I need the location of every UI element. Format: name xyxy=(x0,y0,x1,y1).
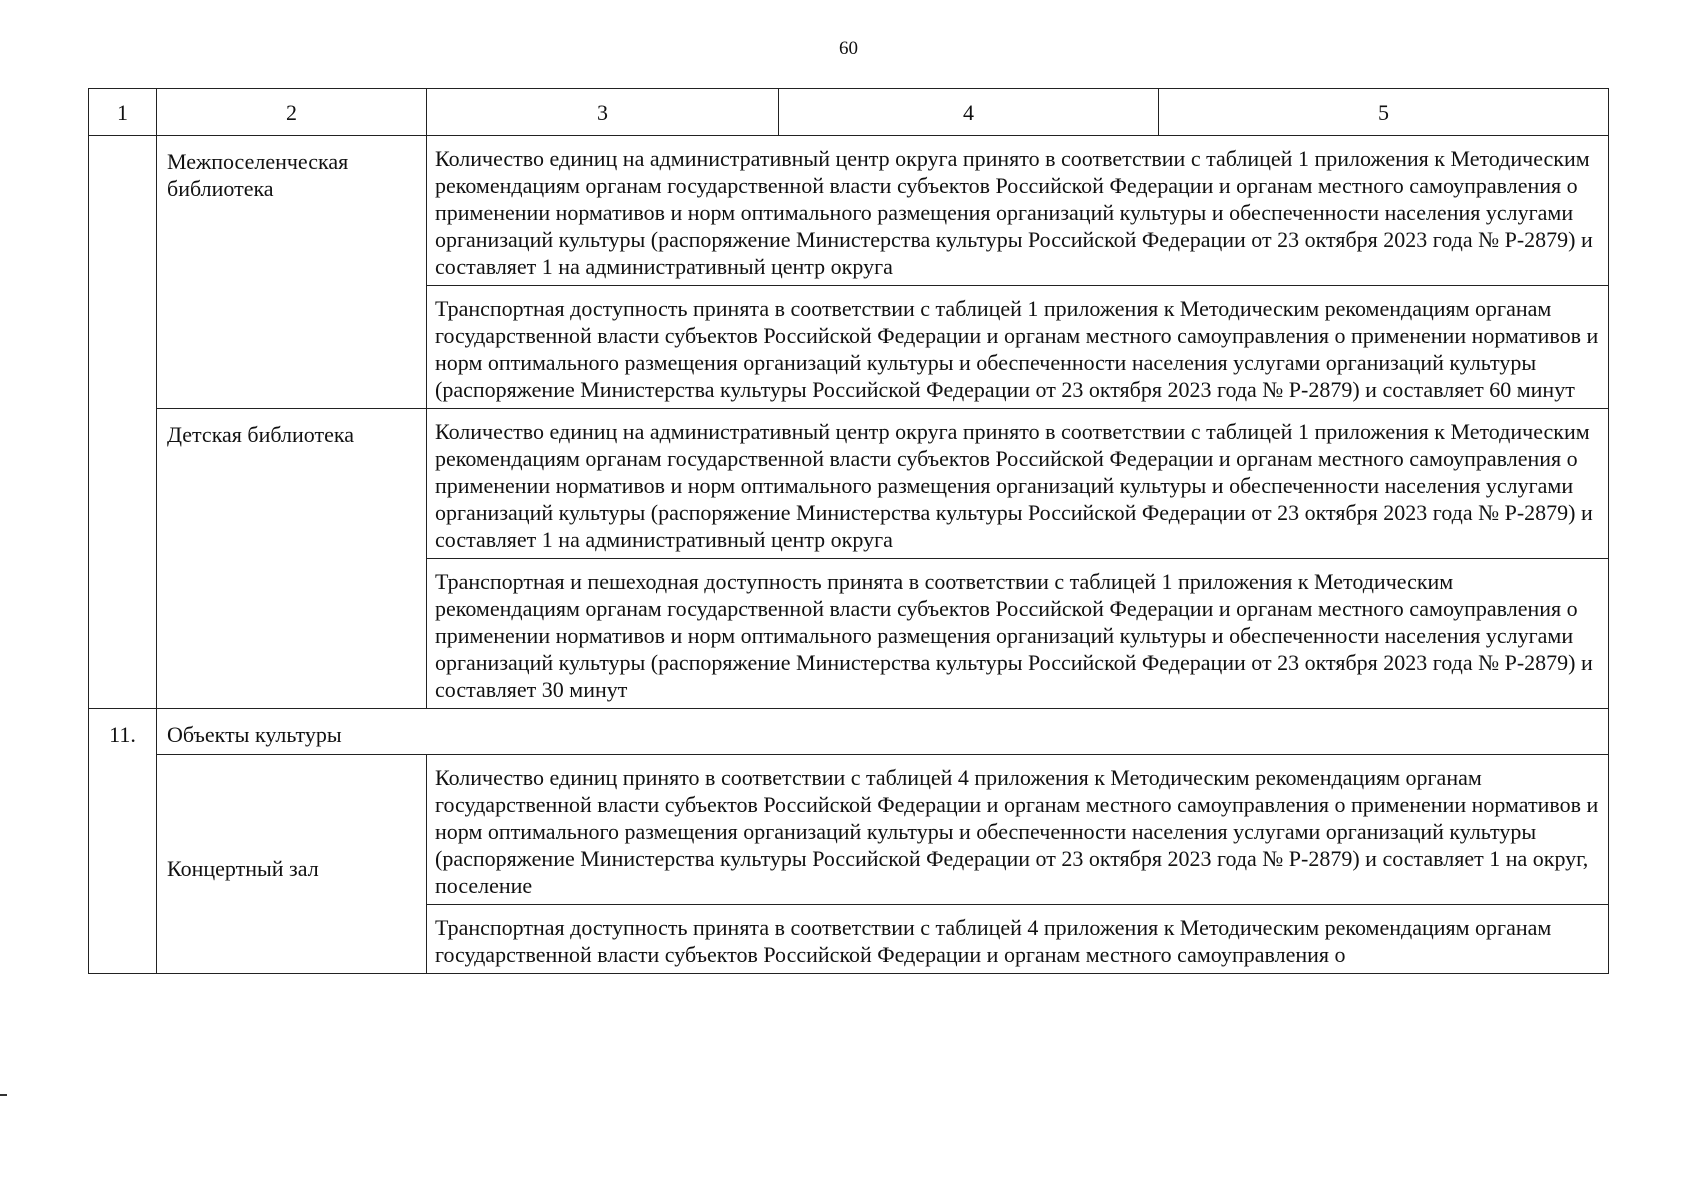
normative-text-cell: Транспортная доступность принята в соответствии с таблицей 4 приложения к Методическим рекомендациям органам государственной власти субъектов Российской Федерации и органам местного самоуправления о xyxy=(427,905,1609,974)
normative-text-cell: Количество единиц принято в соответствии с таблицей 4 приложения к Методическим рекомендациям органам государственной власти субъектов Российской Федерации и органам местного самоуправления о применении нормативов и норм оптимального размещения организаций культуры и обеспеченности населения услугами организаций культуры (распоряжение Министерства культуры Российской Федерации от 23 октября 2023 года № Р-2879) и составляет 1 на округ, поселение xyxy=(427,755,1609,905)
normative-text-cell: Количество единиц на административный центр округа принято в соответствии с таблицей 1 приложения к Методическим рекомендациям органам государственной власти субъектов Российской Федерации и органам местного самоуправления о применении нормативов и норм оптимального размещения организаций культуры и обеспеченности населения услугами организаций культуры (распоряжение Министерства культуры Российской Федерации от 23 октября 2023 года № Р-2879) и составляет 1 на административный центр округа xyxy=(427,136,1609,286)
column-number-5: 5 xyxy=(1159,89,1609,136)
column-number-3: 3 xyxy=(427,89,779,136)
facility-name-concert-hall: Концертный зал xyxy=(157,755,427,974)
column-number-2: 2 xyxy=(157,89,427,136)
table-row xyxy=(89,755,1609,905)
margin-mark xyxy=(0,1094,7,1096)
normative-text-cell: Транспортная доступность принята в соответствии с таблицей 1 приложения к Методическим рекомендациям органам государственной власти субъектов Российской Федерации и органам местного самоуправления о применении нормативов и норм оптимального размещения организаций культуры и обеспеченности населения услугами организаций культуры (распоряжение Министерства культуры Российской Федерации от 23 октября 2023 года № Р-2879) и составляет 60 минут xyxy=(427,286,1609,409)
normative-text-cell: Количество единиц на административный центр округа принято в соответствии с таблицей 1 приложения к Методическим рекомендациям органам государственной власти субъектов Российской Федерации и органам местного самоуправления о применении нормативов и норм оптимального размещения организаций культуры и обеспеченности населения услугами организаций культуры (распоряжение Министерства культуры Российской Федерации от 23 октября 2023 года № Р-2879) и составляет 1 на административный центр округа xyxy=(427,409,1609,559)
column-number-4: 4 xyxy=(779,89,1159,136)
section-header-row xyxy=(89,709,1609,755)
table-row xyxy=(89,409,1609,559)
section-number: 11. xyxy=(89,709,157,974)
row-number-cell xyxy=(89,136,157,709)
normative-text-cell: Транспортная и пешеходная доступность принята в соответствии с таблицей 1 приложения к Методическим рекомендациям органам государственной власти субъектов Российской Федерации и органам местного самоуправления о применении нормативов и норм оптимального размещения организаций культуры и обеспеченности населения услугами организаций культуры (распоряжение Министерства культуры Российской Федерации от 23 октября 2023 года № Р-2879) и составляет 30 минут xyxy=(427,559,1609,709)
facility-name-children-library: Детская библиотека xyxy=(157,409,427,709)
facility-name-interregional-library: Межпоселенческая библиотека xyxy=(157,136,427,409)
section-title: Объекты культуры xyxy=(157,709,1609,755)
table-header-row xyxy=(89,89,1609,136)
page-number: 60 xyxy=(839,38,858,59)
normatives-table xyxy=(88,88,1609,974)
table-row xyxy=(89,136,1609,286)
column-number-1: 1 xyxy=(89,89,157,136)
